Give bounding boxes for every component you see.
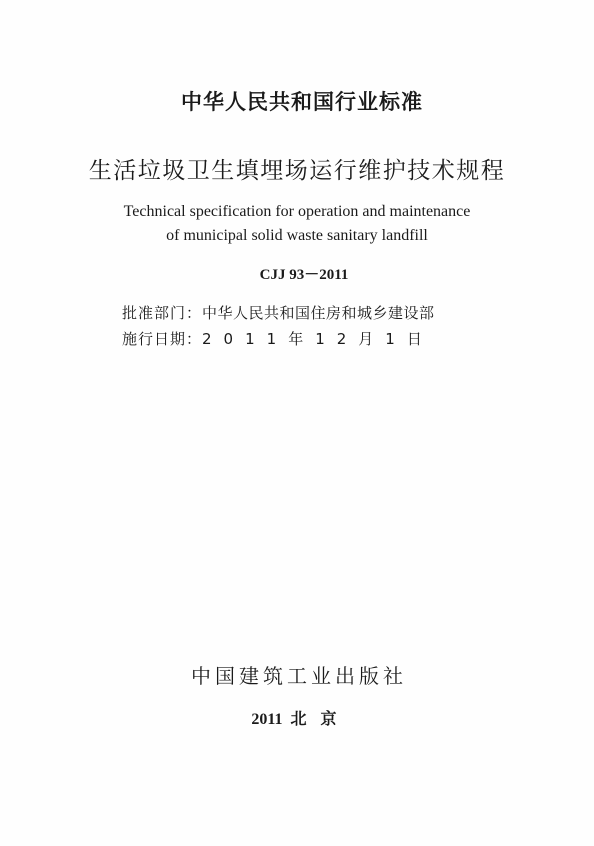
standard-code: CJJ 93－2011: [259, 267, 349, 283]
approval-department-label: 批准部门：: [122, 304, 203, 322]
document-title-english: [0, 200, 594, 248]
publication-info: [0, 706, 594, 729]
title-english-line-1: Technical specification for operation and maintenance: [123, 203, 471, 220]
approval-department-value: 中华人民共和国住房和城乡建设部: [202, 304, 435, 322]
title-english-line-2: of municipal solid waste sanitary landfill: [166, 227, 428, 244]
effective-date-row: [122, 328, 434, 349]
publication-place: 北京: [290, 711, 351, 728]
effective-date-value: 2011年12月1日: [202, 330, 434, 348]
approval-department-row: [122, 302, 435, 323]
publisher-name: 中国建筑工业出版社: [191, 664, 407, 688]
publication-year: 2011: [251, 711, 283, 728]
standard-category-heading: 中华人民共和国行业标准: [181, 90, 423, 114]
effective-date-label: 施行日期：: [122, 330, 203, 348]
document-title-chinese: 生活垃圾卫生填埋场运行维护技术规程: [88, 158, 506, 184]
